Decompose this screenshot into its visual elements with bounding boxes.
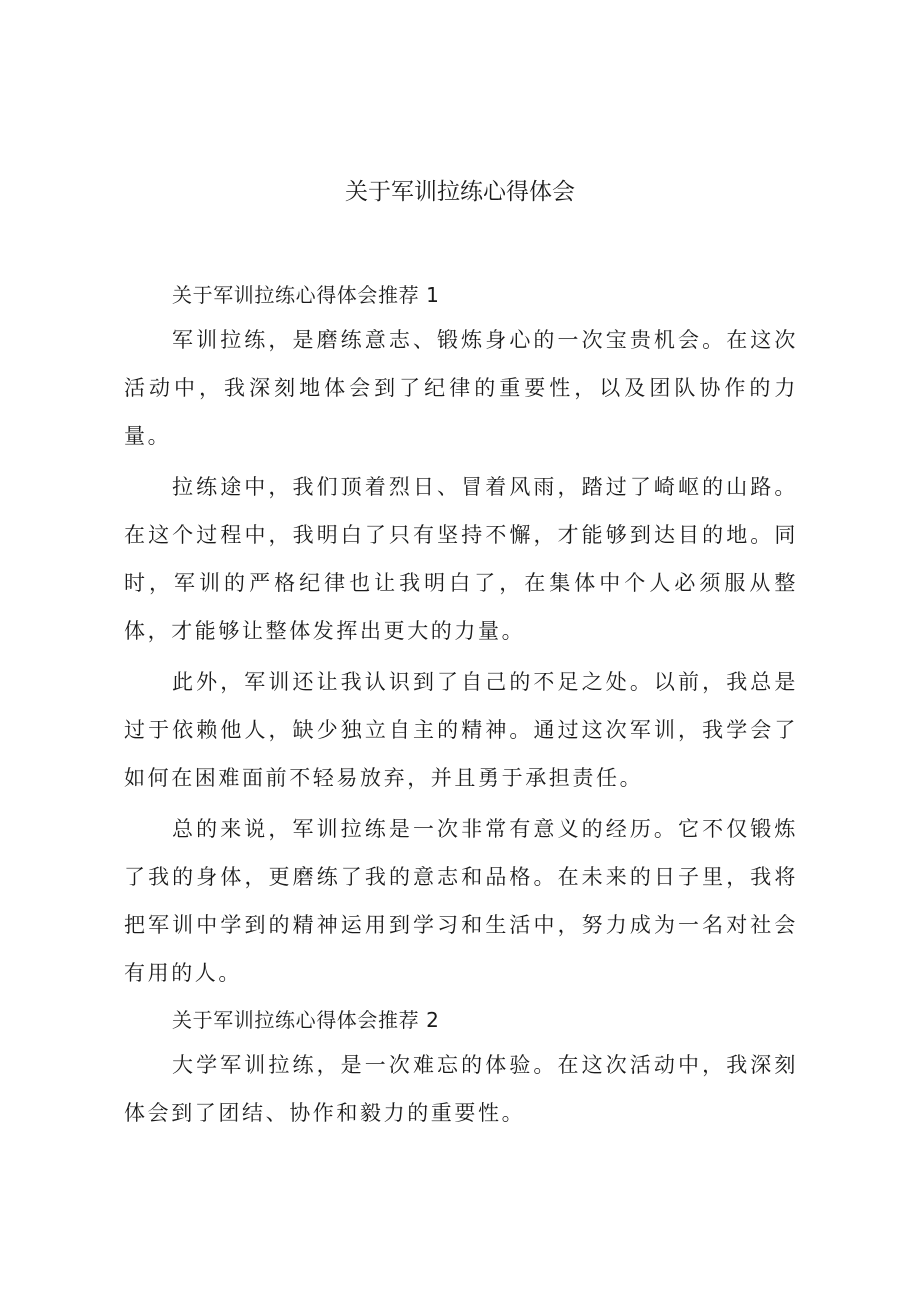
paragraph: 总的来说，军训拉练是一次非常有意义的经历。它不仅锻炼了我的身体，更磨练了我的意志和品格。在未来的日子里，我将把军训中学到的精神运用到学习和生活中，努力成为一名对社会有用的人。 [124, 817, 798, 985]
section-heading-1: 关于军训拉练心得体会推荐 1 [172, 283, 440, 307]
paragraph: 此外，军训还让我认识到了自己的不足之处。以前，我总是过于依赖他人，缺少独立自主的精神。通过这次军训，我学会了如何在困难面前不轻易放弃，并且勇于承担责任。 [124, 670, 798, 790]
section-heading-2: 关于军训拉练心得体会推荐 2 [172, 1008, 440, 1032]
paragraph: 拉练途中，我们顶着烈日、冒着风雨，踏过了崎岖的山路。在这个过程中，我明白了只有坚持不懈，才能够到达目的地。同时，军训的严格纪律也让我明白了，在集体中个人必须服从整体，才能够让整体发挥出更大的力量。 [124, 475, 798, 643]
document-title: 关于军训拉练心得体会 [345, 179, 575, 205]
paragraph: 大学军训拉练，是一次难忘的体验。在这次活动中，我深刻体会到了团结、协作和毅力的重要性。 [124, 1053, 798, 1125]
paragraph: 军训拉练，是磨练意志、锻炼身心的一次宝贵机会。在这次活动中，我深刻地体会到了纪律的重要性，以及团队协作的力量。 [124, 328, 798, 448]
document-body [124, 275, 798, 1140]
